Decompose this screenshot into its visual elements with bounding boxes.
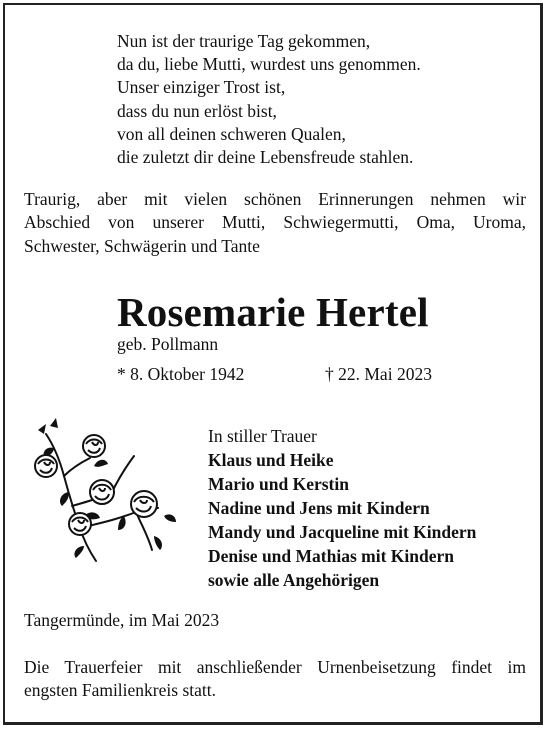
poem-line: da du, liebe Mutti, wurdest uns genommen. [117, 54, 421, 75]
poem-line: Unser einziger Trost ist, [117, 77, 286, 98]
mourner-name: Denise und Mathias mit Kindern [208, 546, 454, 566]
mourner-name: Mandy und Jacqueline mit Kindern [208, 522, 477, 542]
poem-line: Nun ist der traurige Tag gekommen, [117, 31, 371, 51]
place-date: Tangermünde, im Mai 2023 [24, 610, 220, 630]
ceremony-line: Die Trauerfeier mit anschließender Urnenbeisetzung findet im [24, 657, 526, 677]
intro-text [24, 188, 526, 258]
poem-line: von all deinen schweren Qualen, [117, 123, 346, 144]
intro-line: Schwester, Schwägerin und Tante [24, 235, 260, 256]
birth-date: * 8. Oktober 1942 [117, 364, 245, 384]
ceremony-line: engsten Familienkreis statt. [24, 680, 216, 701]
mourners-heading: In stiller Trauer [208, 426, 317, 446]
intro-line: Traurig, aber mit vielen schönen Erinnerungen nehmen wir [24, 189, 526, 209]
maiden-name: geb. Pollmann [117, 334, 219, 354]
deceased-name: Rosemarie Hertel [117, 289, 429, 335]
mourner-name: Nadine und Jens mit Kindern [208, 498, 430, 518]
poem-line: dass du nun erlöst bist, [117, 100, 277, 121]
death-date: † 22. Mai 2023 [325, 364, 432, 384]
intro-line: Abschied von unserer Mutti, Schwiegermutti, Oma, Uroma, [24, 212, 526, 233]
mourner-name: Klaus und Heike [208, 450, 334, 470]
mourner-name: Mario und Kerstin [208, 474, 349, 494]
roses-illustration [24, 416, 184, 566]
poem [117, 30, 421, 169]
mourner-name: sowie alle Angehörigen [208, 570, 380, 590]
mourners-list [208, 424, 476, 592]
ceremony-notice [24, 656, 526, 703]
poem-line: die zuletzt dir deine Lebensfreude stahlen. [117, 147, 414, 168]
